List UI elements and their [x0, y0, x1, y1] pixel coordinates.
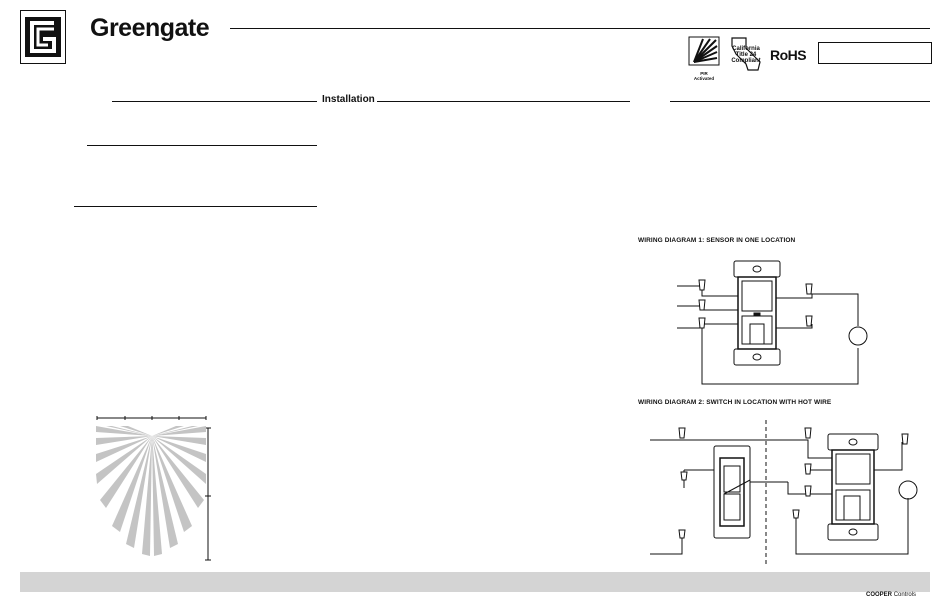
installation-title: Installation	[319, 94, 378, 105]
pir-activated-badge	[688, 36, 720, 80]
california-label: California Title 24 Compliant	[731, 46, 761, 64]
wiring-diagram-1-title: WIRING DIAGRAM 1: SENSOR IN ONE LOCATION	[638, 237, 796, 244]
catalog-number-box	[818, 42, 932, 64]
coverage-pattern-diagram	[92, 414, 217, 564]
sensor-strap-bottom-2	[828, 524, 878, 540]
california-title24-badge	[726, 36, 766, 72]
pir-sensor-icon	[688, 36, 720, 66]
subsection-rule-1	[87, 145, 317, 146]
sensor-strap-top-2	[828, 434, 878, 450]
lamp-icon-2	[899, 481, 917, 499]
coverage-zone-rays	[96, 426, 206, 556]
cooper-brand: COOPER	[866, 592, 893, 598]
wiring-diagram-2-title: WIRING DIAGRAM 2: SWITCH IN LOCATION WITH HOT WIRE	[638, 399, 832, 406]
wiring-diagram-2	[648, 418, 920, 566]
occupancy-sensor-body-2	[832, 450, 874, 524]
greengate-logo-icon	[20, 10, 66, 64]
subsection-rule-2	[74, 206, 317, 207]
right-section-rule	[670, 101, 930, 102]
installation-rule	[377, 101, 630, 102]
footer-bar	[20, 572, 930, 592]
header-rule	[230, 28, 930, 29]
wiring-diagram-1	[672, 258, 872, 388]
left-section-rule	[112, 101, 317, 102]
controls-brand: Controls	[893, 592, 917, 598]
sensor-mounting-strap-top	[734, 261, 780, 277]
brand-name: Greengate	[90, 14, 210, 42]
pir-label: PIR Activated	[693, 71, 715, 81]
cooper-controls-logo	[866, 592, 916, 598]
lamp-icon	[849, 327, 867, 345]
rohs-label: RoHS	[770, 47, 807, 63]
sensor-mounting-strap-bottom	[734, 349, 780, 365]
